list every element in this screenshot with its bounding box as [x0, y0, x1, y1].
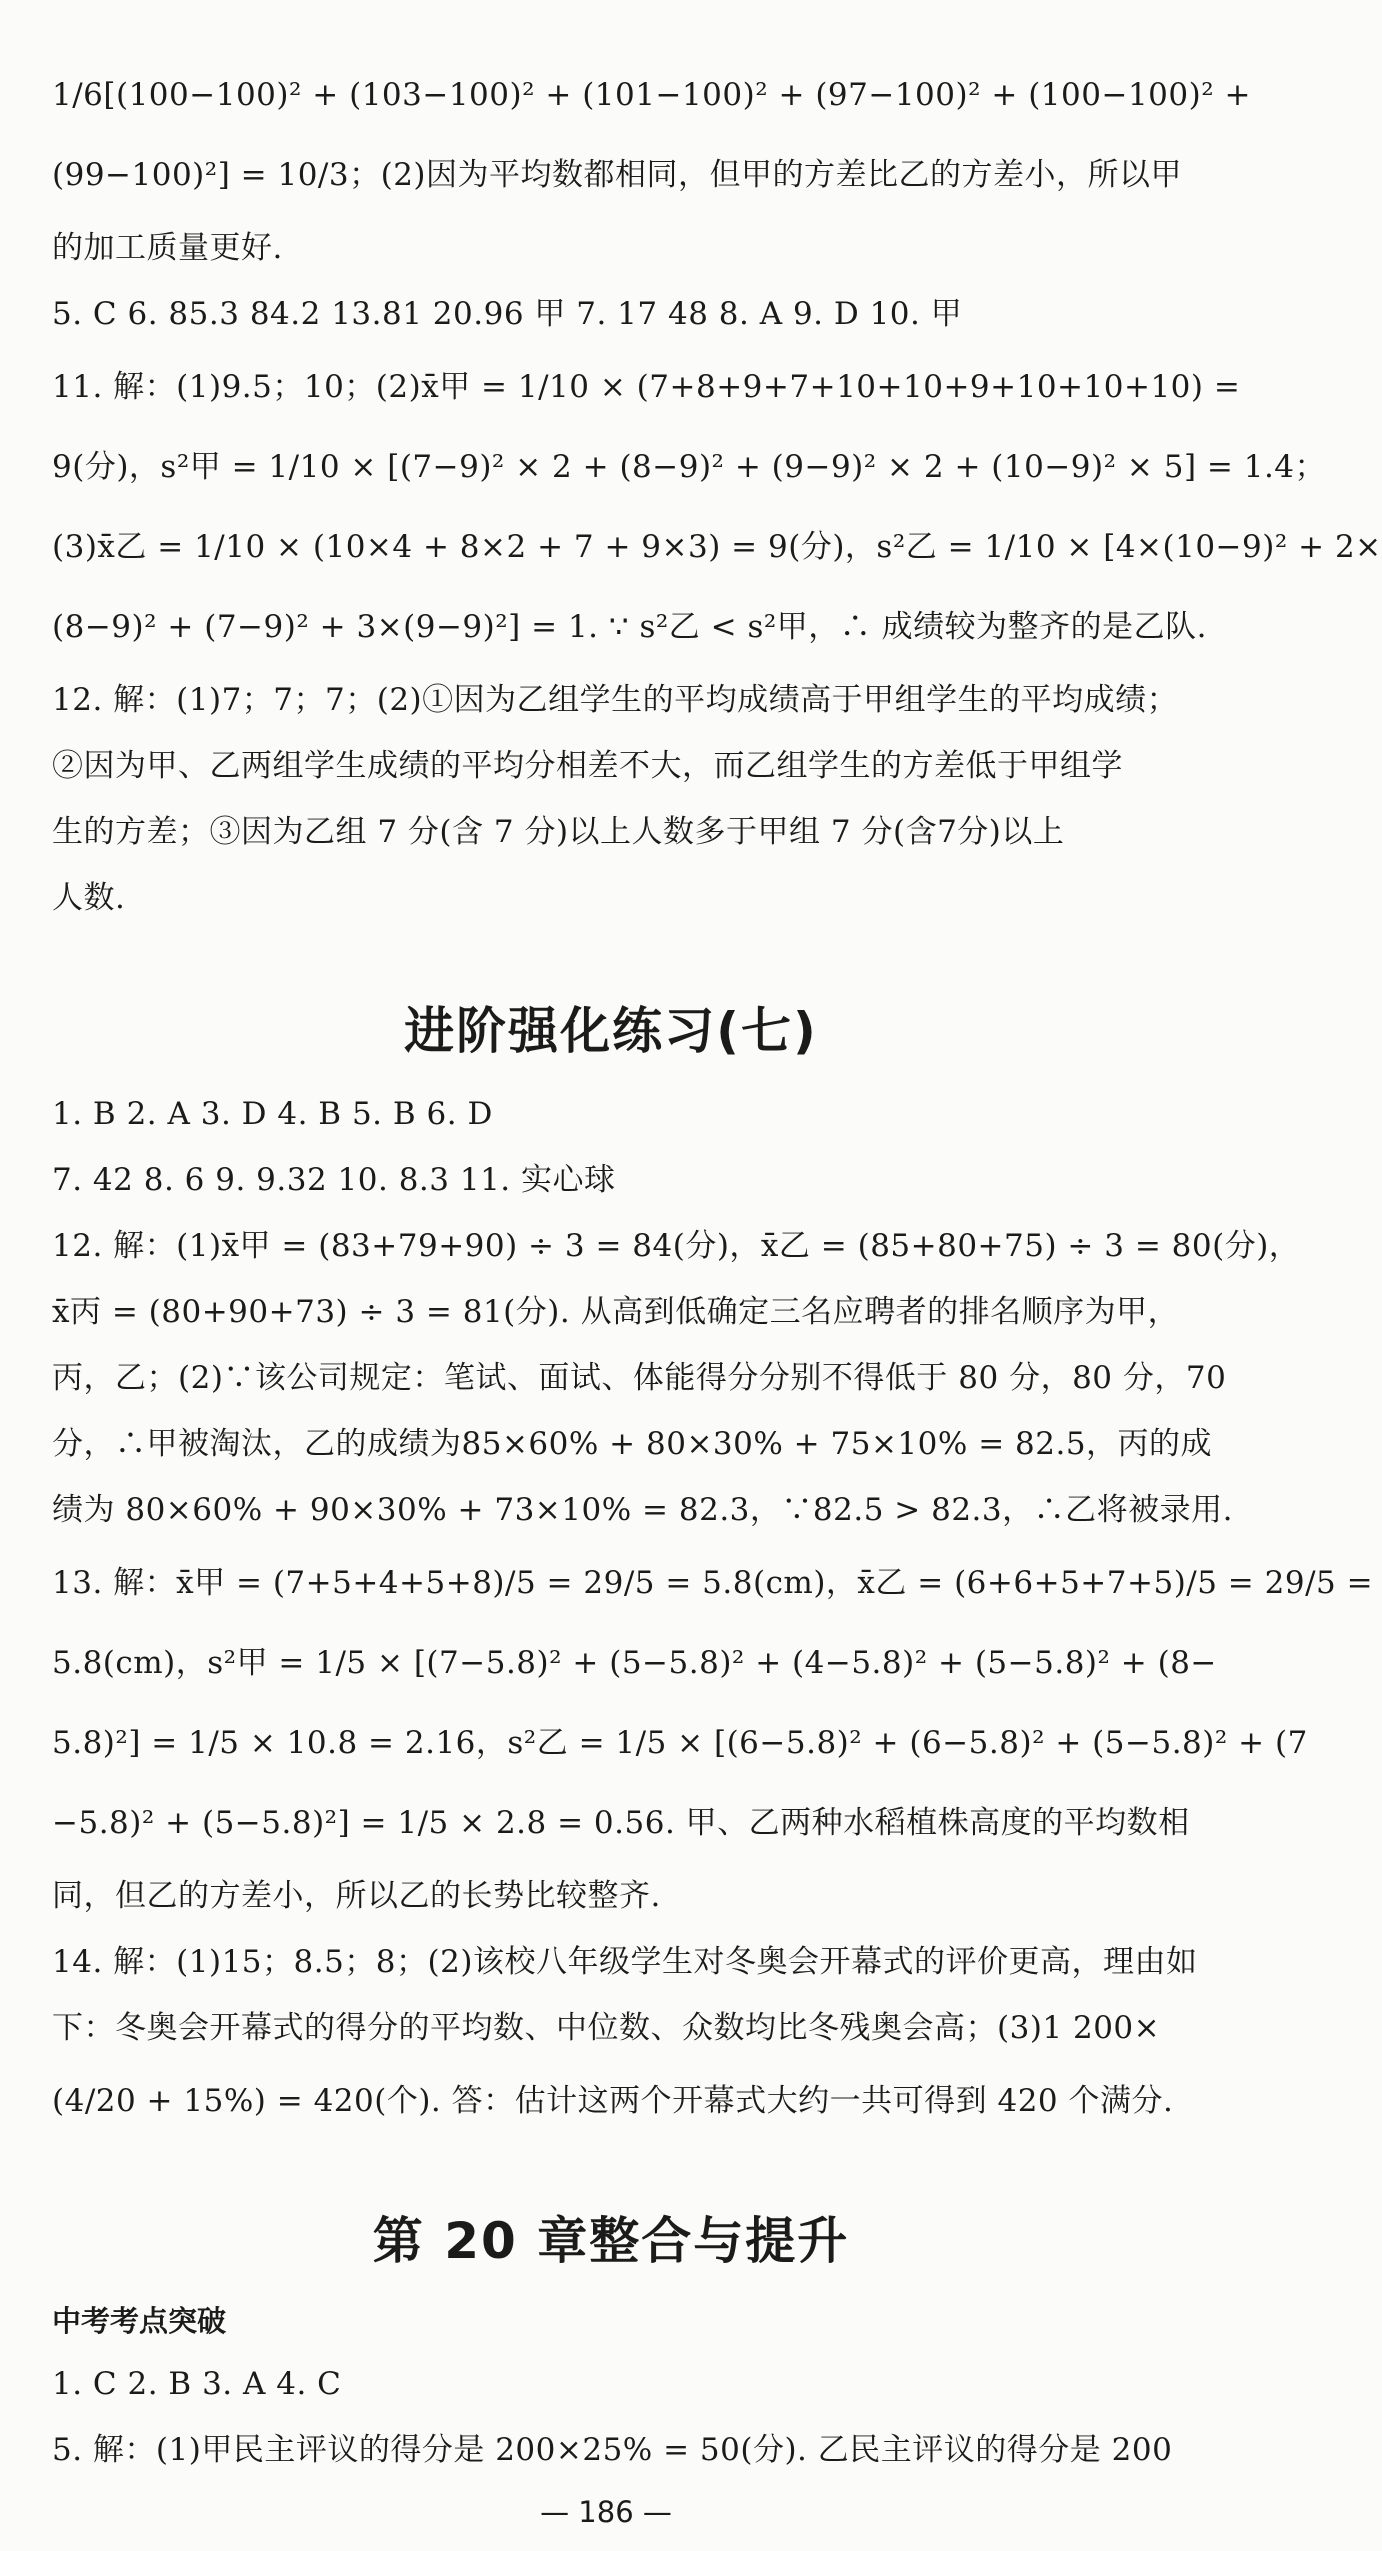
- text-line: 12. 解：(1)7；7；7；(2)①因为乙组学生的平均成绩高于甲组学生的平均成绩；: [52, 682, 1179, 718]
- text-line: (99−100)²] = 10/3；(2)因为平均数都相同，但甲的方差比乙的方差小，所以甲: [52, 157, 1183, 193]
- text-line: 丙，乙；(2)∵该公司规定：笔试、面试、体能得分分别不得低于 80 分，80 分，70: [52, 1360, 1227, 1396]
- text-line: 分，∴甲被淘汰，乙的成绩为85×60% + 80×30% + 75×10% = 82.5，丙的成: [52, 1426, 1213, 1462]
- text-line: 12. 解：(1)x̄甲 = (83+79+90) ÷ 3 = 84(分)，x̄乙 = (85+80+75) ÷ 3 = 80(分)，: [52, 1228, 1301, 1264]
- text-line: 1/6[(100−100)² + (103−100)² + (101−100)² + (97−100)² + (100−100)² +: [52, 77, 1251, 113]
- text-line: (3)x̄乙 = 1/10 × (10×4 + 8×2 + 7 + 9×3) = 9(分)，s²乙 = 1/10 × [4×(10−9)² + 2×: [52, 529, 1382, 565]
- text-line: (8−9)² + (7−9)² + 3×(9−9)²] = 1. ∵ s²乙 < s²甲，∴ 成绩较为整齐的是乙队.: [52, 609, 1208, 645]
- text-line: x̄丙 = (80+90+73) ÷ 3 = 81(分). 从高到低确定三名应聘者的排名顺序为甲，: [52, 1294, 1180, 1330]
- text-line: 5.8)²] = 1/5 × 10.8 = 2.16，s²乙 = 1/5 × [(6−5.8)² + (6−5.8)² + (5−5.8)² + (7: [52, 1725, 1308, 1761]
- text-line: 绩为 80×60% + 90×30% + 73×10% = 82.3，∵82.5 > 82.3，∴乙将被录用.: [52, 1492, 1233, 1528]
- text-line: 1. B 2. A 3. D 4. B 5. B 6. D: [52, 1096, 493, 1132]
- text-line: 5. C 6. 85.3 84.2 13.81 20.96 甲 7. 17 48 8. A 9. D 10. 甲: [52, 296, 963, 332]
- text-line: 7. 42 8. 6 9. 9.32 10. 8.3 11. 实心球: [52, 1162, 616, 1198]
- answer-page: [52, 55, 1382, 2483]
- text-line: 14. 解：(1)15；8.5；8；(2)该校八年级学生对冬奥会开幕式的评价更高，理由如: [52, 1944, 1198, 1980]
- page-number: — 186 —: [540, 2495, 672, 2529]
- section-title-practice-7: 进阶强化练习(七): [404, 1002, 818, 1060]
- text-line: −5.8)² + (5−5.8)²] = 1/5 × 2.8 = 0.56. 甲、乙两种水稻植株高度的平均数相: [52, 1805, 1190, 1841]
- text-line: 5.8(cm)，s²甲 = 1/5 × [(7−5.8)² + (5−5.8)² + (4−5.8)² + (5−5.8)² + (8−: [52, 1645, 1217, 1681]
- text-line: 1. C 2. B 3. A 4. C: [52, 2366, 342, 2402]
- section-title-chapter-20: 第 20 章整合与提升: [372, 2212, 850, 2270]
- text-line: 人数.: [52, 880, 126, 916]
- text-line: 同，但乙的方差小，所以乙的长势比较整齐.: [52, 1878, 661, 1914]
- text-line: 9(分)，s²甲 = 1/10 × [(7−9)² × 2 + (8−9)² + (9−9)² × 2 + (10−9)² × 5] = 1.4；: [52, 449, 1327, 485]
- text-line: ②因为甲、乙两组学生成绩的平均分相差不大，而乙组学生的方差低于甲组学: [52, 748, 1123, 784]
- text-line: 生的方差；③因为乙组 7 分(含 7 分)以上人数多于甲组 7 分(含7分)以上: [52, 814, 1065, 850]
- section-subtitle: 中考考点突破: [52, 2304, 227, 2338]
- text-line: 13. 解：x̄甲 = (7+5+4+5+8)/5 = 29/5 = 5.8(cm)，x̄乙 = (6+6+5+7+5)/5 = 29/5 =: [52, 1565, 1374, 1601]
- text-line: 的加工质量更好.: [52, 230, 283, 266]
- chapter-20-answers: [52, 2351, 1173, 2483]
- text-line: (4/20 + 15%) = 420(个). 答：估计这两个开幕式大约一共可得到 420 个满分.: [52, 2083, 1174, 2119]
- text-line: 5. 解：(1)甲民主评议的得分是 200×25% = 50(分). 乙民主评议的得分是 200: [52, 2432, 1173, 2468]
- text-line: 11. 解：(1)9.5；10；(2)x̄甲 = 1/10 × (7+8+9+7+10+10+9+10+10+10) =: [52, 369, 1241, 405]
- text-line: 下：冬奥会开幕式的得分的平均数、中位数、众数均比冬残奥会高；(3)1 200×: [52, 2010, 1161, 2046]
- top-answers: [52, 55, 1382, 931]
- practice-7-answers: [52, 1081, 1374, 2141]
